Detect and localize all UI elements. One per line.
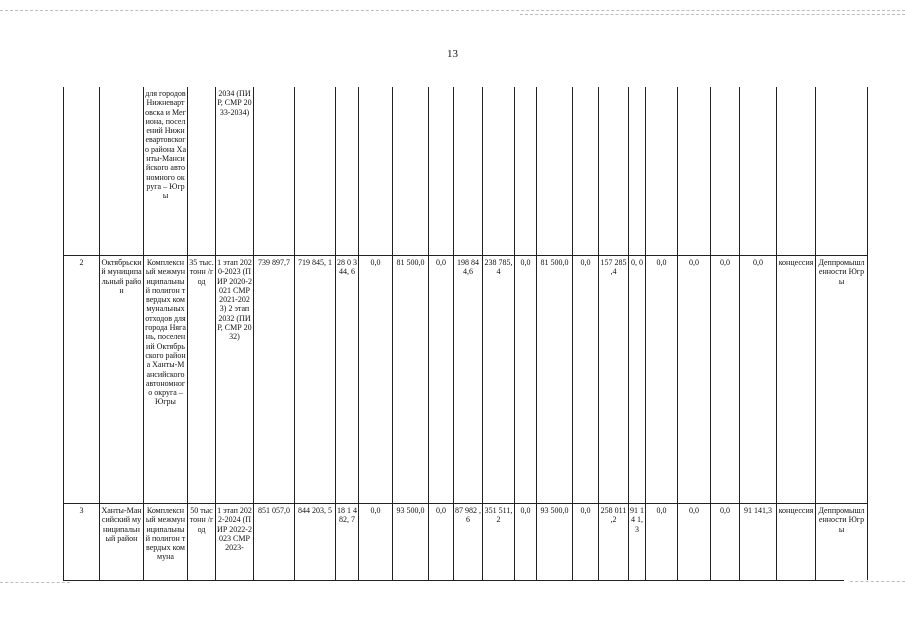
table-cell: 198 84 4,6 [454, 256, 483, 504]
table-cell [188, 87, 216, 256]
scan-edge-top [0, 10, 905, 11]
table-cell: 258 011 ,2 [599, 504, 629, 588]
table-cell: 93 500,0 [393, 504, 429, 588]
table-cell [295, 87, 336, 256]
table-cell: 87 982 ,6 [454, 504, 483, 588]
table-cell [646, 87, 678, 256]
table-cell [429, 87, 454, 256]
table-cell: 0,0 [573, 504, 599, 588]
table-cell: 0,0 [646, 504, 678, 588]
table-cell: 351 511, 2 [483, 504, 515, 588]
table-cell: 238 785, 4 [483, 256, 515, 504]
page-bottom-area [0, 580, 905, 640]
table-cell: 0,0 [711, 256, 740, 504]
table-row [64, 87, 868, 256]
scan-edge-bottom-right [850, 581, 905, 582]
table-cell: 91 14 1, 3 [629, 504, 646, 588]
table-cell [359, 87, 393, 256]
table-cell [483, 87, 515, 256]
table-cell: 81 500,0 [537, 256, 573, 504]
table-cell: 0,0 [646, 256, 678, 504]
table-cell [64, 87, 100, 256]
table-cell [711, 87, 740, 256]
table-cell: 81 500,0 [393, 256, 429, 504]
scan-edge-bottom [0, 582, 70, 583]
table-cell: 0,0 [515, 256, 537, 504]
table-cell: 2 [64, 256, 100, 504]
table-cell [678, 87, 711, 256]
table-cell: 0,0 [515, 504, 537, 588]
table-row [64, 504, 868, 588]
table-cell: 50 тыс тонн /год [188, 504, 216, 588]
table-cell: 0,0 [429, 504, 454, 588]
table-cell [740, 87, 777, 256]
table-cell [454, 87, 483, 256]
table-cell: для городов Нижневартовска и Мегиона, поселений Нижневартовского района Ханты-Мансийского автономного округа – Югры [144, 87, 188, 256]
table-cell: 3 [64, 504, 100, 588]
table-cell: 0,0 [359, 256, 393, 504]
table-cell: 851 057,0 [254, 504, 295, 588]
table-cell: 0,0 [678, 256, 711, 504]
table-cell: 1 этап 2020-2023 (ПИР 2020-2021 СМР 2021-2023) 2 этап 2032 (ПИР, СМР 2032) [216, 256, 254, 504]
table-cell [777, 87, 816, 256]
table-cell [573, 87, 599, 256]
table-cell: 91 141,3 [740, 504, 777, 588]
table-cell: 1 этап 2022-2024 (ПИР 2022-2023 СМР 2023- [216, 504, 254, 588]
table-row [64, 256, 868, 504]
table-cell [515, 87, 537, 256]
table-cell: 0,0 [711, 504, 740, 588]
scan-edge-top-secondary [520, 14, 905, 15]
table-cell: Деппромышленности Югры [816, 504, 868, 588]
investment-table [63, 87, 868, 588]
table-cell: 739 897,7 [254, 256, 295, 504]
table-cell: 0,0 [678, 504, 711, 588]
table-cell: Комплексный межмуниципальный полигон твердых коммуна [144, 504, 188, 588]
table-cell: Ханты-Мансийский муниципальный район [100, 504, 144, 588]
table-cell: концессия [777, 256, 816, 504]
table-cell [100, 87, 144, 256]
table-cell [254, 87, 295, 256]
page-number: 13 [447, 48, 458, 60]
table-cell: 719 845, 1 [295, 256, 336, 504]
table-cell [393, 87, 429, 256]
table-cell: 0,0 [429, 256, 454, 504]
table-cell: Деппромышленности Югры [816, 256, 868, 504]
table-cell: 2034 (ПИР, СМР 2033-2034) [216, 87, 254, 256]
table-cell: 0,0 [359, 504, 393, 588]
table-cell [537, 87, 573, 256]
table-cell [816, 87, 868, 256]
table-cell: 0, 0 [629, 256, 646, 504]
table-cell: 18 1 4 82, 7 [336, 504, 359, 588]
table-bottom-edge [63, 580, 844, 581]
table-cell: 93 500,0 [537, 504, 573, 588]
table-cell: 844 203, 5 [295, 504, 336, 588]
table-cell [599, 87, 629, 256]
table-cell: 0,0 [573, 256, 599, 504]
table-cell: 0,0 [740, 256, 777, 504]
table-cell: 35 тыс. тонн /год [188, 256, 216, 504]
table-cell: 28 0 3 44, 6 [336, 256, 359, 504]
table-cell: концессия [777, 504, 816, 588]
table-cell: Октябрьский муниципальный район [100, 256, 144, 504]
table-cell: 157 285 ,4 [599, 256, 629, 504]
table-cell [336, 87, 359, 256]
table-cell: Комплексный межмуниципальный полигон твердых коммунальных отходов для города Нягань, поселений Октябрьского района Ханты-Мансийского автономного округа – Югры [144, 256, 188, 504]
table-cell [629, 87, 646, 256]
